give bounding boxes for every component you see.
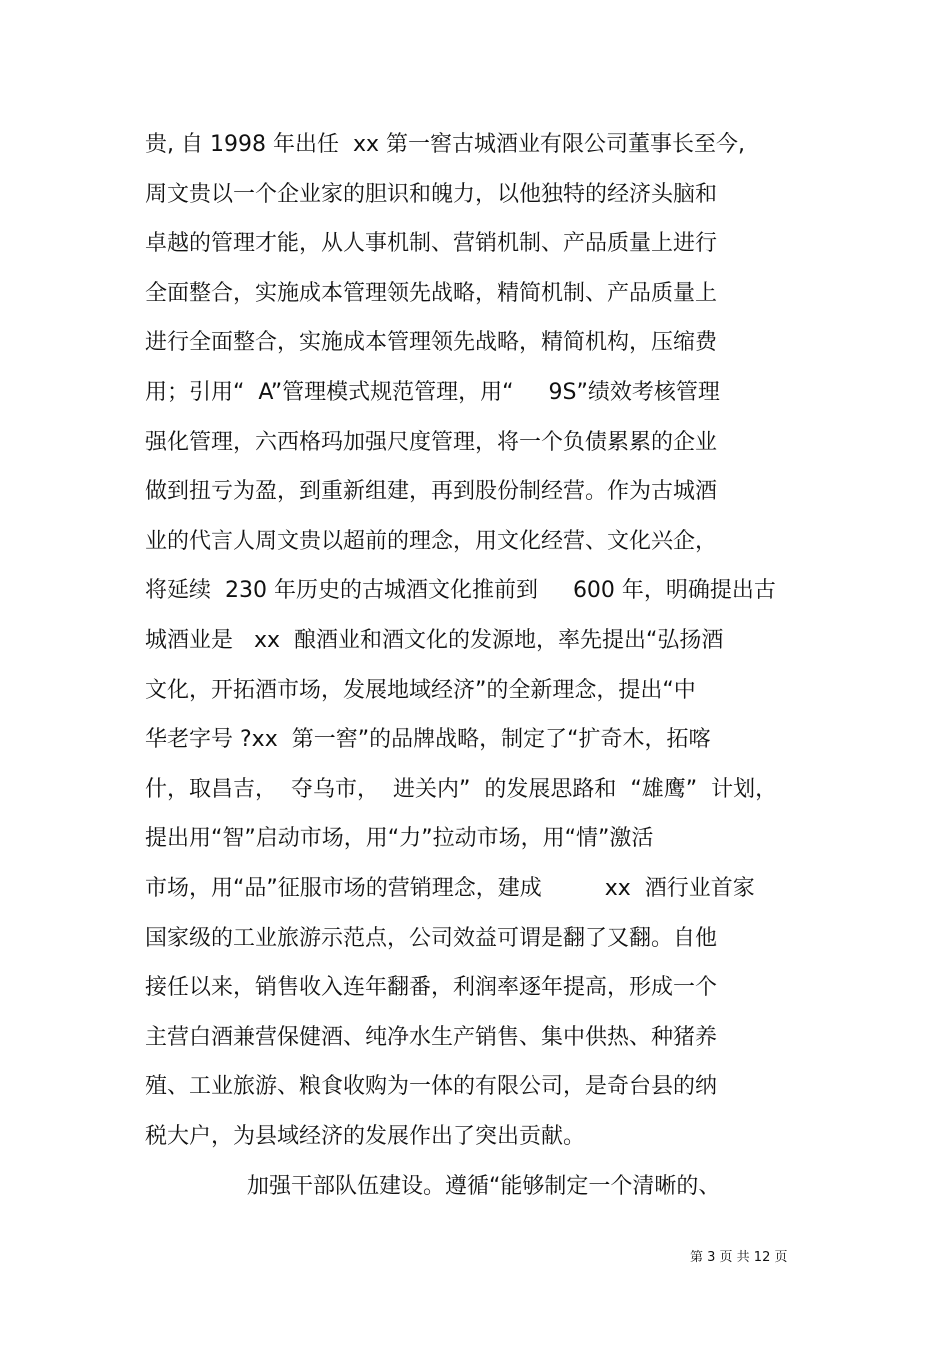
text-line: 国家级的工业旅游示范点，公司效益可谓是翻了又翻。自他: [145, 925, 718, 951]
text-line: 全面整合，实施成本管理领先战略，精简机制、产品质量上: [145, 280, 718, 306]
text-line: 用；引用“ A”管理模式规范管理，用“ 9S”绩效考核管理: [145, 379, 720, 405]
paragraph-start-line: 加强干部队伍建设。遵循“能够制定一个清晰的、: [247, 1174, 721, 1200]
text-line: 殖、工业旅游、粮食收购为一体的有限公司，是奇台县的纳: [145, 1074, 718, 1100]
text-line: 贵, 自 1998 年出任 xx 第一窖古城酒业有限公司董事长至今,: [145, 132, 745, 157]
page-number-footer: 第 3 页 共 12 页: [690, 1250, 788, 1265]
text-line: 税大户，为县域经济的发展作出了突出贡献。: [145, 1123, 586, 1149]
text-line: 市场，用“品”征服市场的营销理念，建成 xx 酒行业首家: [145, 875, 755, 901]
text-line: 接任以来，销售收入连年翻番，利润率逐年提高，形成一个: [145, 975, 718, 1001]
text-line: 华老字号 ?xx 第一窖”的品牌战略，制定了“扩奇木，拓喀: [145, 727, 711, 753]
text-line: 进行全面整合，实施成本管理领先战略，精简机构，压缩费: [145, 330, 718, 356]
text-line: 文化，开拓酒市场，发展地域经济”的全新理念，提出“中: [145, 677, 696, 703]
text-line: 提出用“智”启动市场，用“力”拉动市场，用“情”激活: [145, 826, 654, 852]
text-line: 卓越的管理才能，从人事机制、营销机制、产品质量上进行: [145, 231, 718, 257]
text-line: 主营白酒兼营保健酒、纯净水生产销售、集中供热、种猪养: [145, 1024, 718, 1050]
text-line: 业的代言人周文贵以超前的理念，用文化经营、文化兴企，: [145, 528, 718, 554]
text-line: 什，取昌吉， 夺乌市， 进关内” 的发展思路和 “雄鹰” 计划，: [145, 776, 778, 802]
text-line: 城酒业是 xx 酿酒业和酒文化的发源地，率先提出“弘扬酒: [145, 627, 724, 653]
text-line: 做到扭亏为盈，到重新组建，再到股份制经营。作为古城酒: [145, 479, 718, 505]
text-line: 强化管理，六西格玛加强尺度管理，将一个负债累累的企业: [145, 429, 718, 455]
text-line: 周文贵以一个企业家的胆识和魄力，以他独特的经济头脑和: [145, 181, 718, 207]
text-line: 将延续 230 年历史的古城酒文化推前到 600 年，明确提出古: [145, 578, 776, 604]
body-text: [145, 120, 825, 1212]
